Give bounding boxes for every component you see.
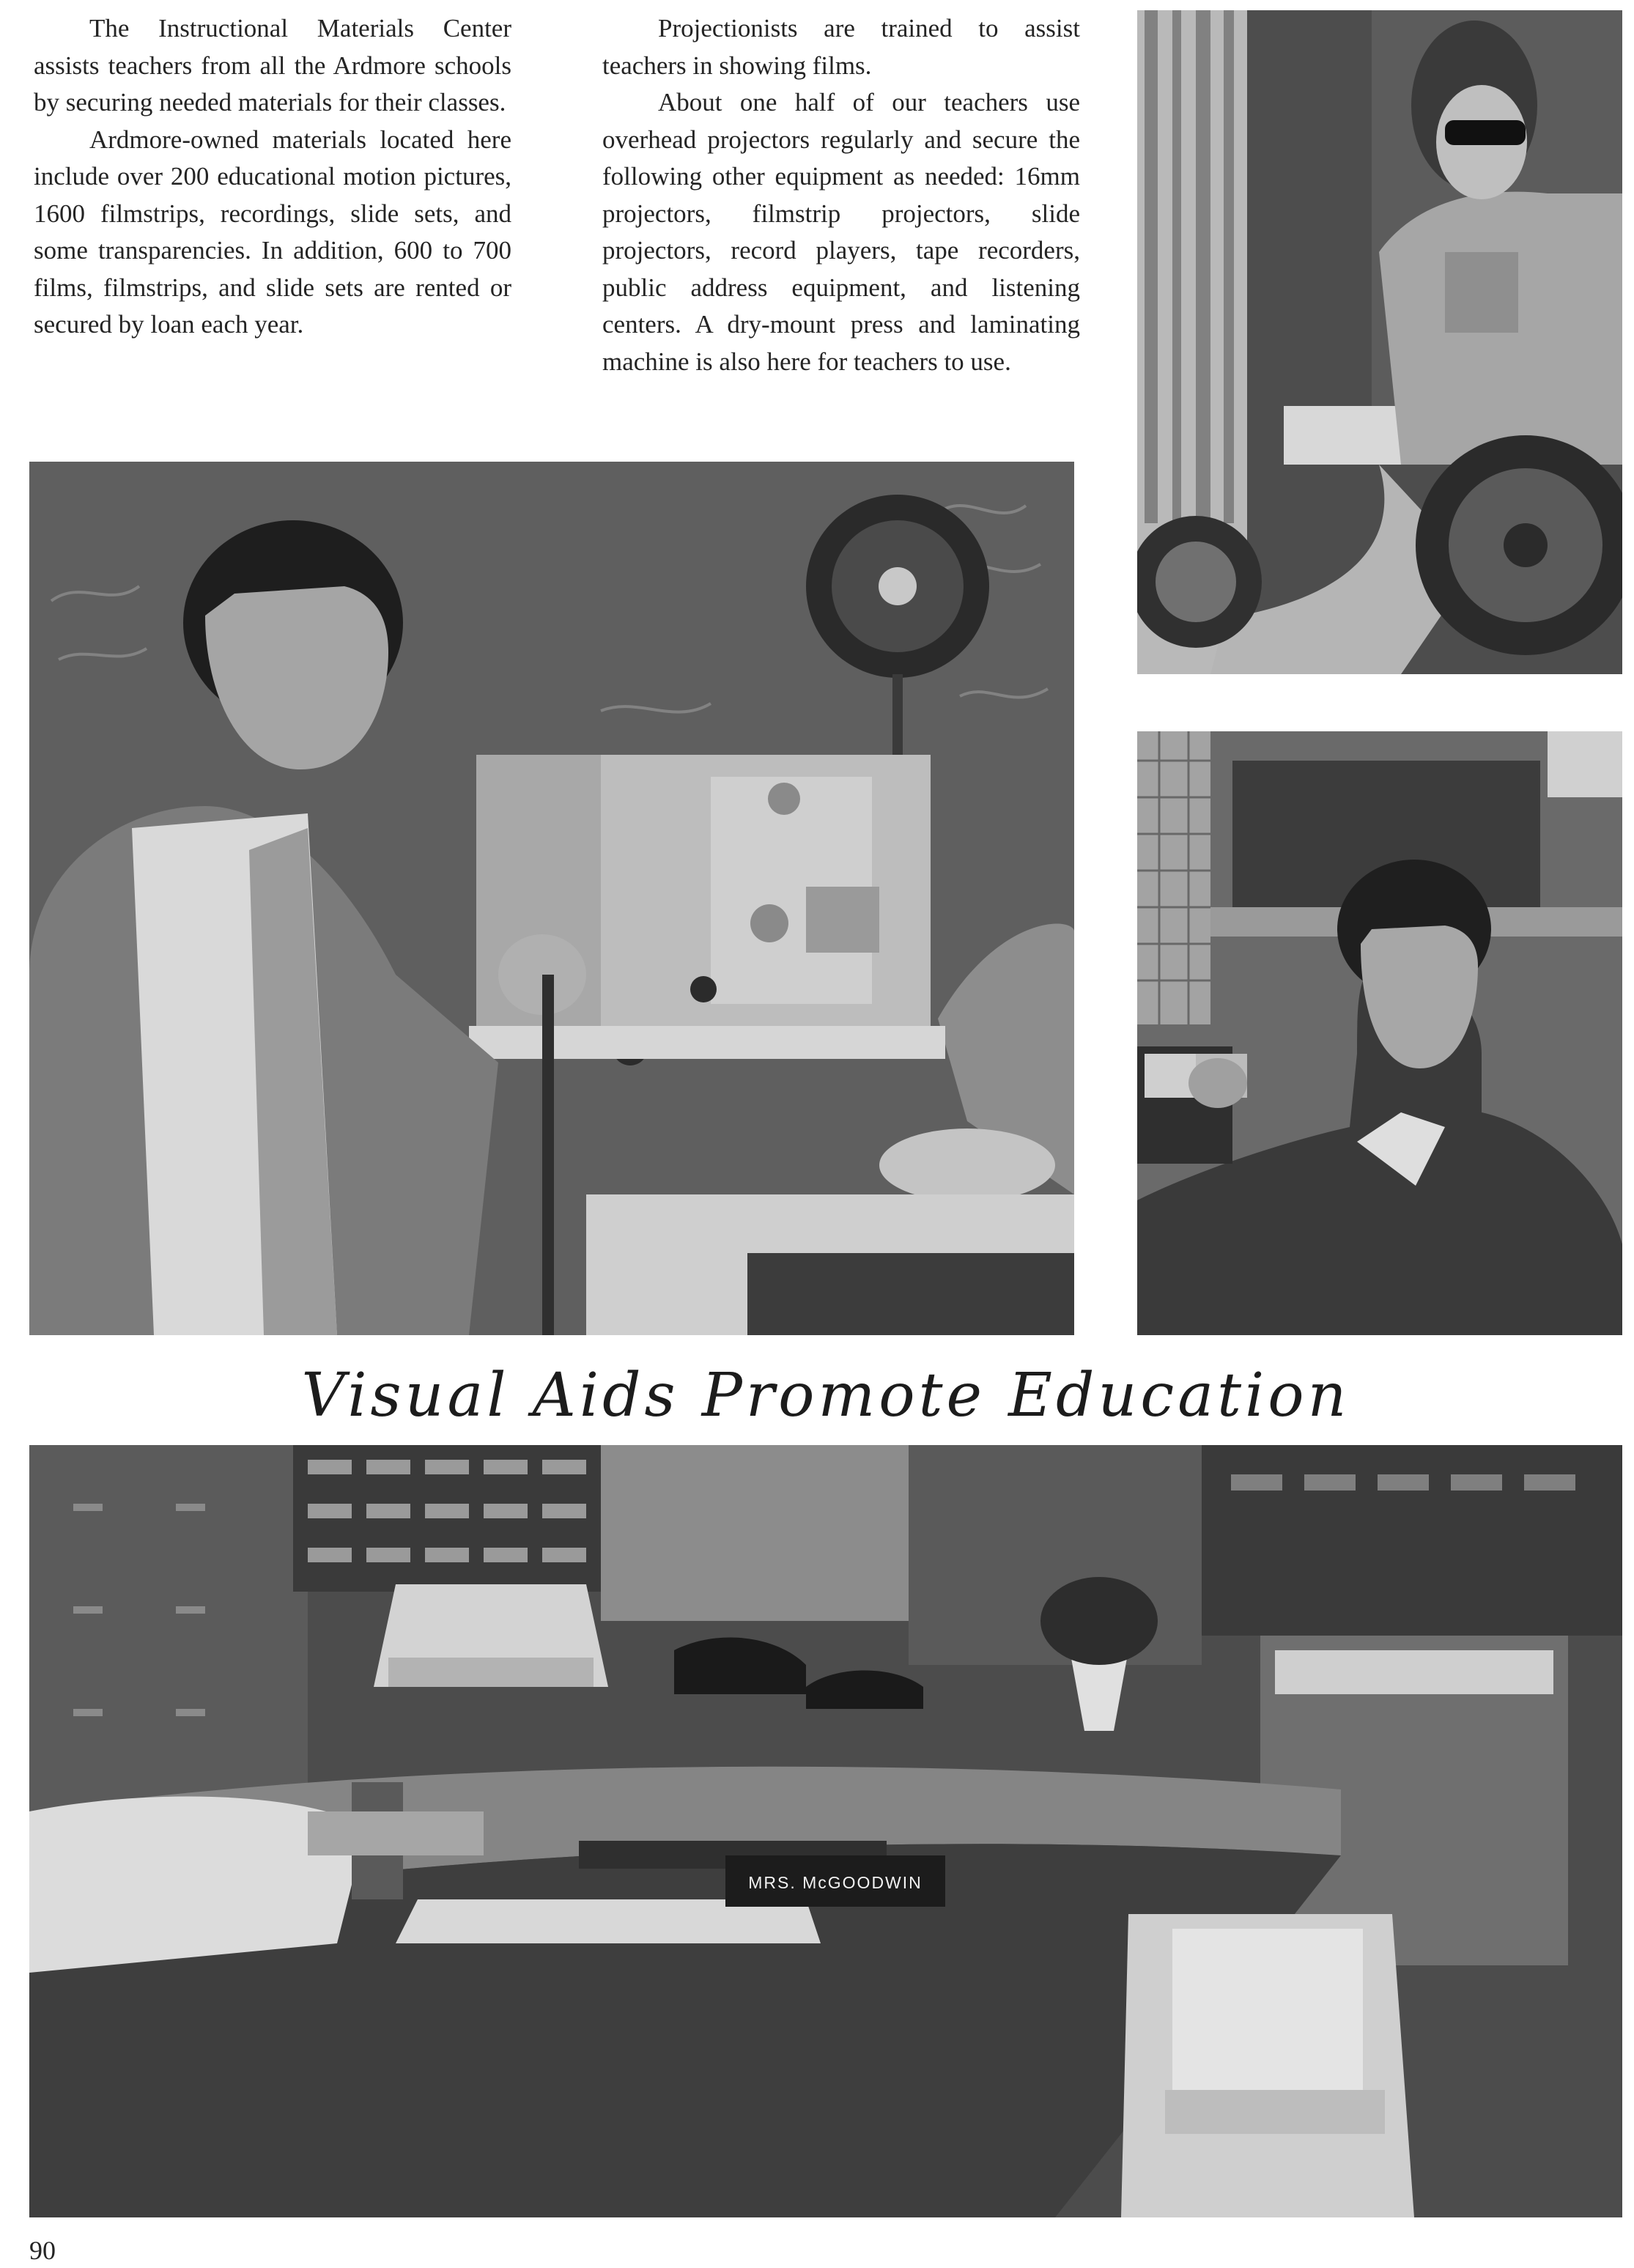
photo-student-slide-viewer [1137,731,1622,1335]
intro-text-right [602,10,1080,380]
intro-left-paragraph-1: The Instructional Materials Center assists teachers from all the Ardmore schools by securing needed materials for their classes. [34,14,511,117]
intro-left-paragraph-2: Ardmore-owned materials located here include over 200 educational motion pictures, 1600 filmstrips, recordings, slide sets, and some transparencies. In addition, 600 to 700 films, filmstrips, and slide sets are rented or secured by loan each year. [34,125,511,339]
page-headline: Visual Aids Promote Education [301,1361,1350,1430]
photo-student-projector [29,462,1074,1335]
photo-materials-center-desk [29,1445,1622,2217]
desk-illustration [29,1445,1622,2217]
intro-right-paragraph-2: About one half of our teachers use overhead projectors regularly and secure the following other equipment as needed: 16mm projectors, filmstrip projectors, slide projectors, record players, tape recorders, public address equipment, and listening centers. A dry-mount press and laminating machine is also here for teachers to use. [602,88,1080,376]
film-reels-illustration [1137,10,1622,674]
projector-illustration [29,462,1074,1335]
intro-text-left [34,10,511,344]
slide-viewer-illustration [1137,731,1622,1335]
page-number: 90 [29,2236,56,2265]
photo-student-film-reels [1137,10,1622,674]
intro-right-paragraph-1: Projectionists are trained to assist teachers in showing films. [602,14,1080,80]
nameplate-text: MRS. McGOODWIN [748,1873,923,1892]
